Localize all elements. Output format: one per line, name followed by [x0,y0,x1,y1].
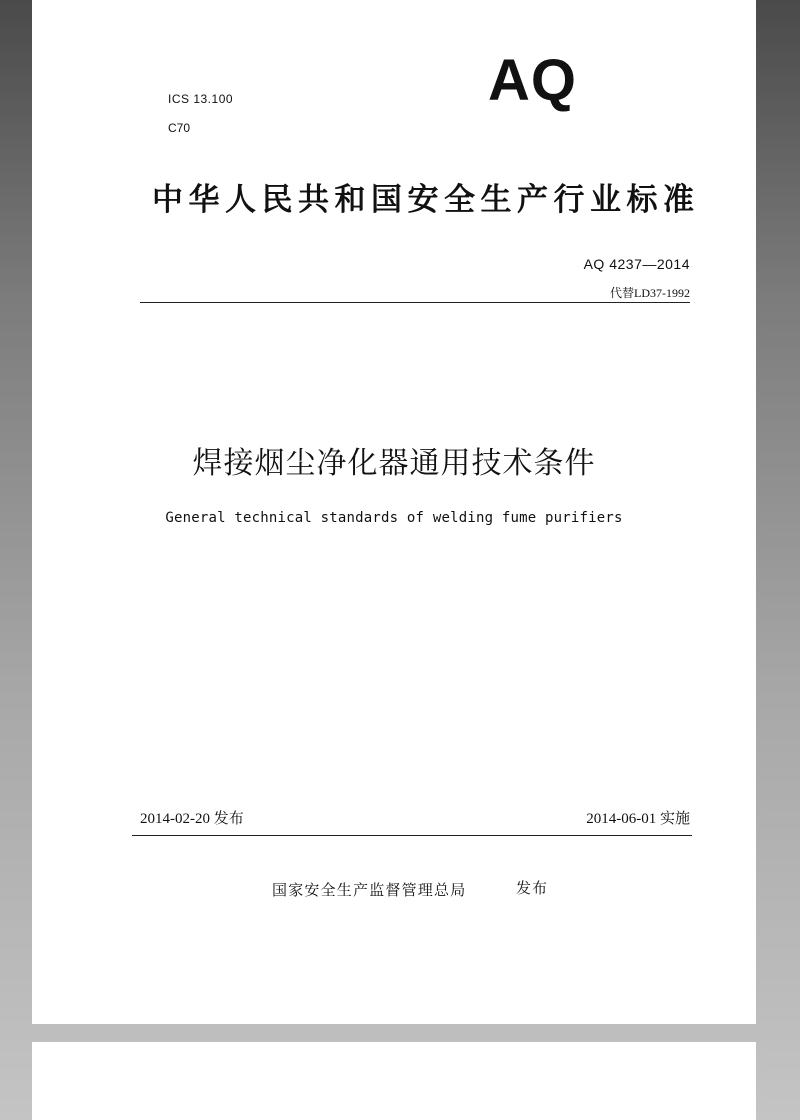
document-page [32,0,756,1024]
implementation-date: 2014-06-01 实施 [586,811,690,827]
header-divider [140,302,690,303]
issue-date: 2014-02-20 发布 [140,811,244,827]
footer-divider [132,835,692,836]
publisher-name: 国家安全生产监督管理总局 [272,881,467,899]
aq-logo: AQ [488,48,577,113]
ics-code: ICS 13.100 [168,92,234,106]
national-standard-title: 中华人民共和国安全生产行业标准 [152,182,700,218]
supersedes-note: 代替LD37-1992 [610,286,690,300]
publish-label: 发布 [516,879,549,897]
next-document-page [32,1042,756,1120]
standard-number: AQ 4237—2014 [583,256,690,272]
ccs-code: C70 [168,121,191,135]
document-title-chinese: 焊接烟尘净化器通用技术条件 [192,446,596,481]
document-title-english: General technical standards of welding fume purifiers [165,510,623,526]
